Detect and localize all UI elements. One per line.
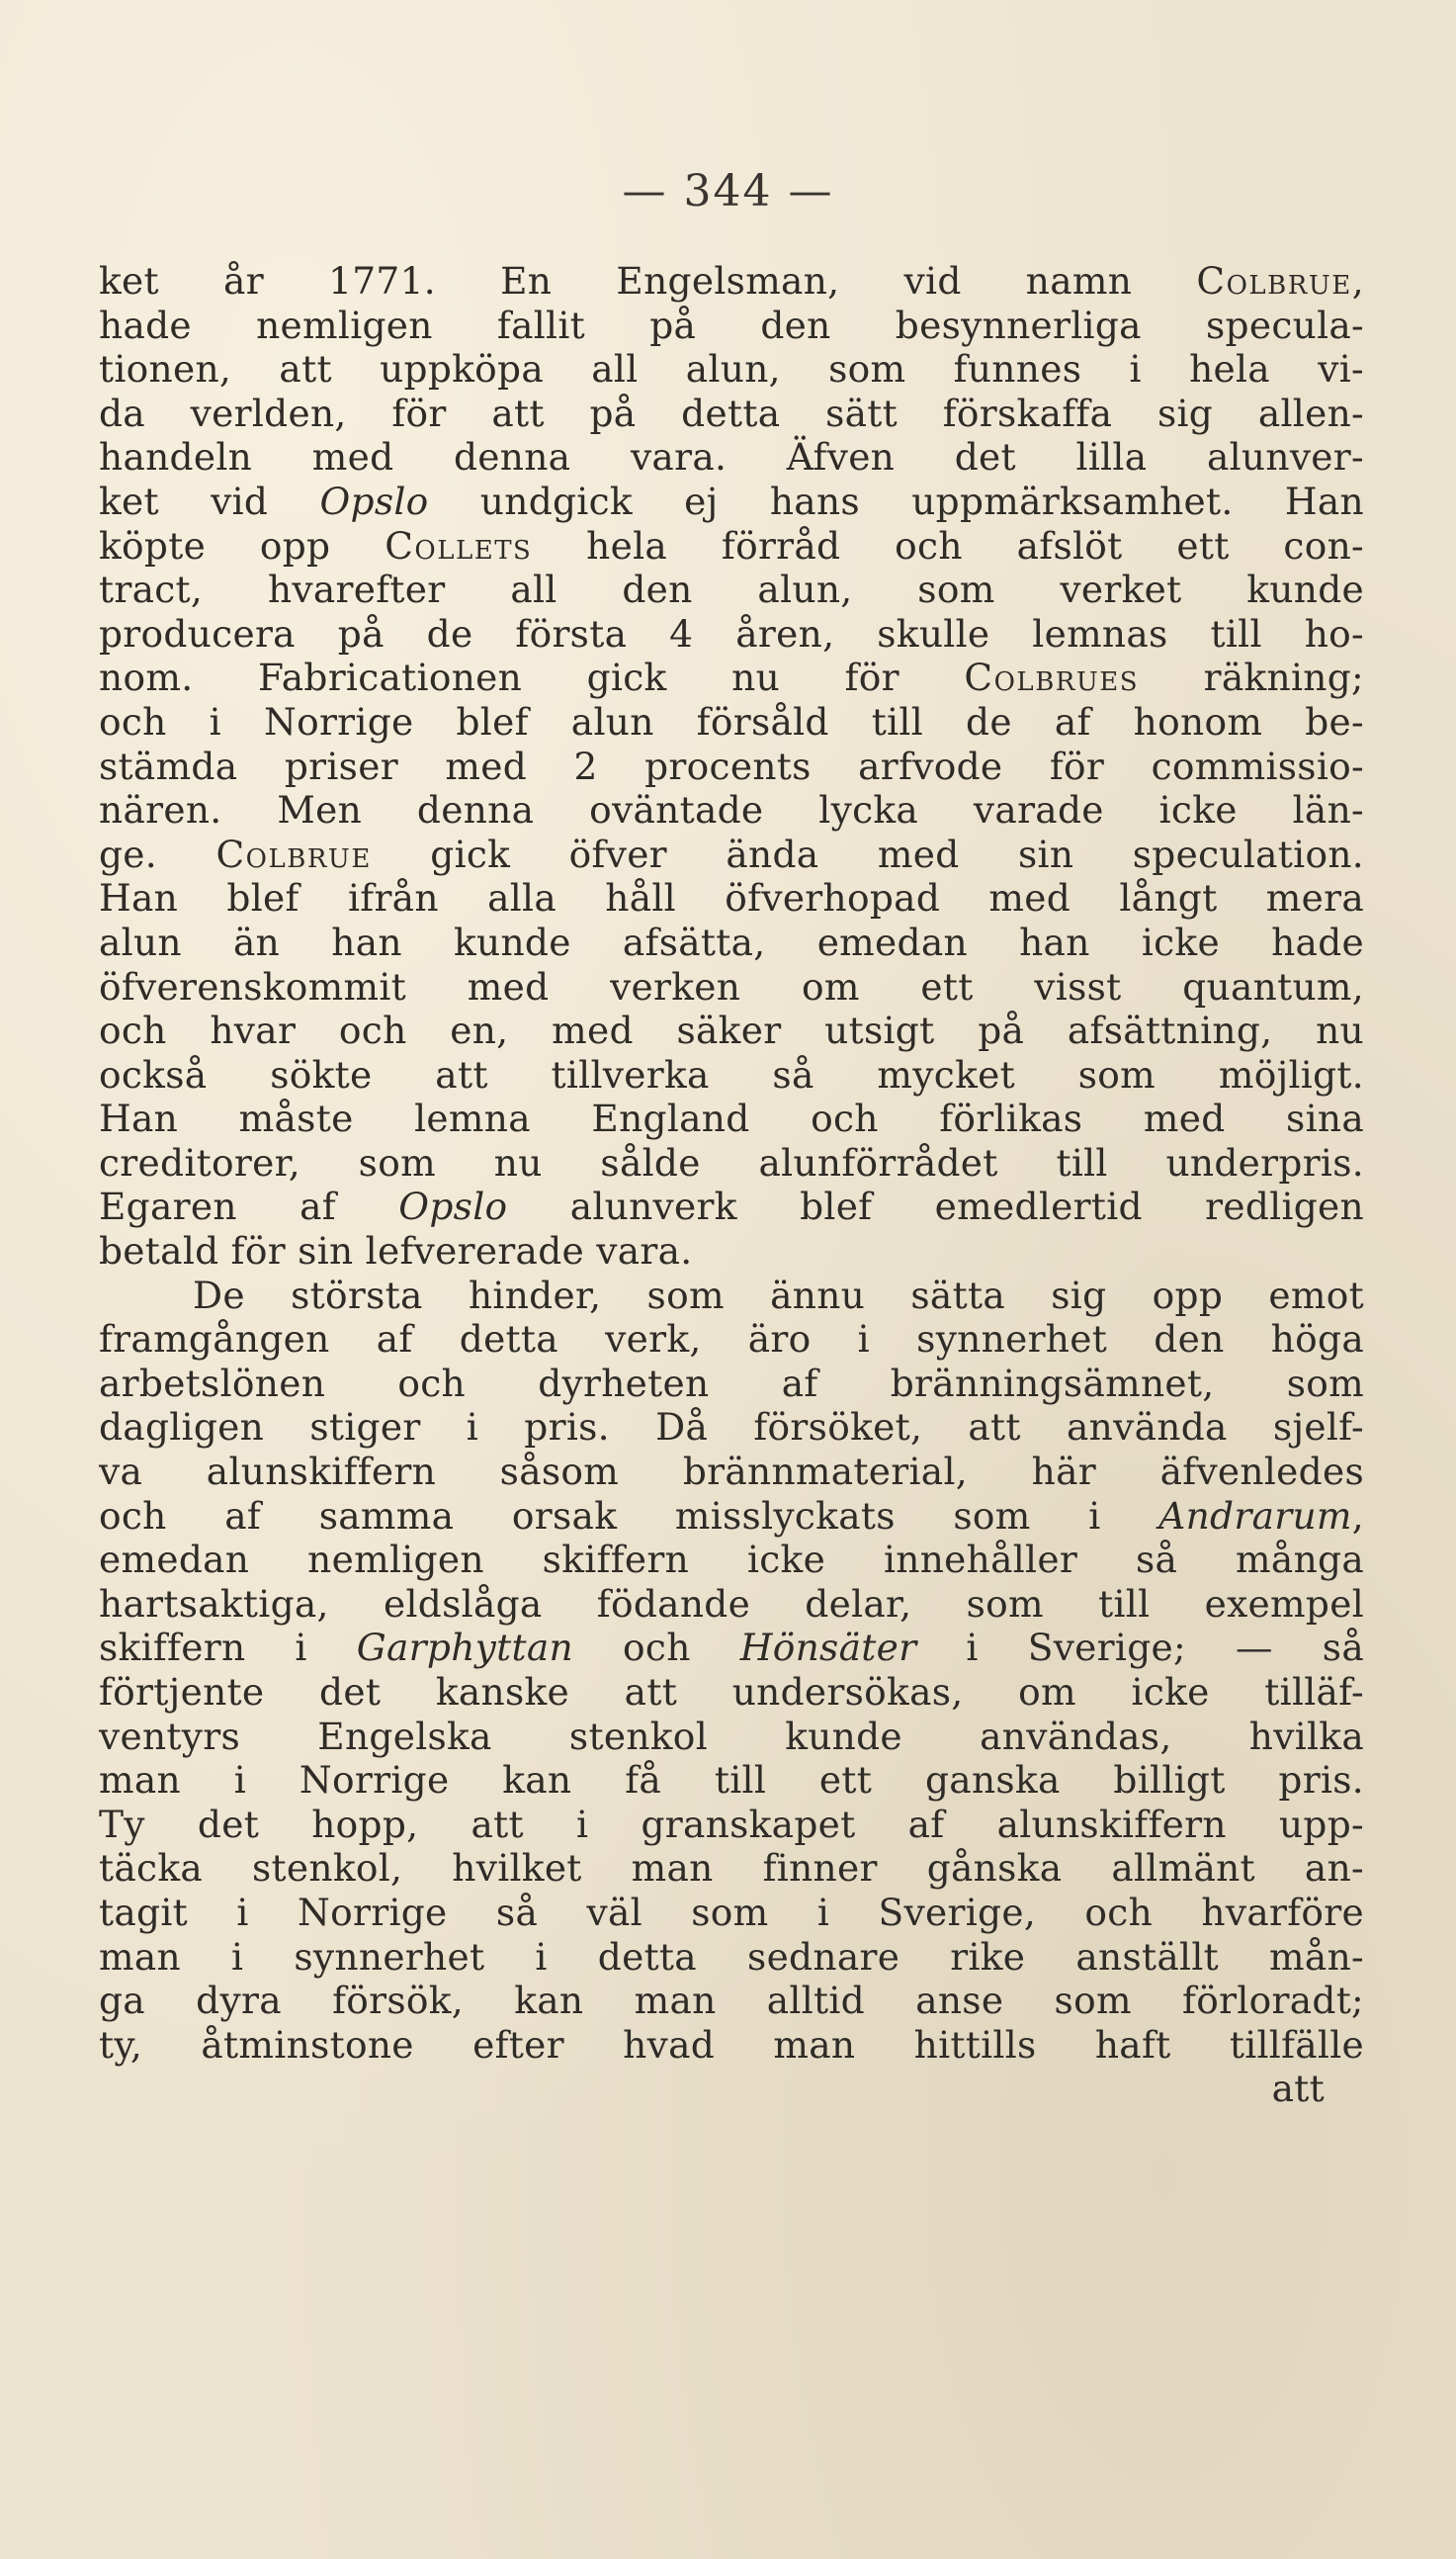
text-line [99,876,1364,921]
text-run: creditorer, som nu sålde alunförrådet till underpris. [99,1140,1364,1185]
body-text [99,259,1364,2111]
text-line [99,1803,1364,1847]
text-run: alun än han kunde afsätta, emedan han icke hade [99,920,1364,964]
text-run: Egaren af [99,1185,399,1229]
text-line [99,1626,1364,1670]
text-run: nom. Fabricationen gick nu för [99,656,965,700]
page-number: — 344 — [622,166,834,217]
text-line [99,1891,1364,1935]
text-line [99,480,1364,524]
text-run: tract, hvarefter all den alun, som verket kunde [99,568,1364,612]
text-run: ga dyra försök, kan man alltid anse som förloradt; [99,1979,1364,2023]
place-name: Hönsäter [739,1626,917,1670]
text-run: ket vid [99,479,320,523]
text-run: täcka stenkol, hvilket man finner gånska allmänt an- [99,1846,1364,1891]
text-line [99,1053,1364,1098]
text-run: stämda priser med 2 procents arfvode för commissio- [99,744,1364,788]
text-line [99,1979,1364,2023]
text-line [99,347,1364,392]
text-line [99,524,1364,569]
text-run: handeln med denna vara. Äfven det lilla alunver- [99,435,1364,480]
text-run: att [1271,2067,1325,2111]
text-line [99,304,1364,348]
text-line [99,1274,1364,1318]
text-line [99,1758,1364,1803]
text-line [99,1317,1364,1362]
text-run: undgick ej hans uppmärksamhet. Han [428,479,1364,523]
text-line [99,1494,1364,1539]
proper-name: Collets [385,523,533,568]
text-run: man i synnerhet i detta sednare rike anställt mån- [99,1934,1364,1979]
text-run: i Sverige; — så [916,1626,1365,1670]
text-run: arbetslönen och dyrheten af bränningsämnet, som [99,1361,1364,1405]
text-line [99,1935,1364,1980]
text-run: , [1351,1493,1364,1538]
text-line [99,259,1364,304]
text-run: skiffern i [99,1626,357,1670]
text-run: ket år 1771. En Engelsman, vid namn [99,259,1197,303]
text-line [99,1846,1364,1891]
text-run: öfverenskommit med verken om ett visst quantum, [99,964,1364,1009]
text-line [99,921,1364,965]
place-name: Garphyttan [356,1626,573,1670]
text-run: räkning; [1139,656,1364,700]
text-run: ty, åtminstone efter hvad man hittills haft tillfälle [99,2022,1364,2067]
text-line [99,1097,1364,1141]
text-run: , [1351,259,1364,303]
text-line [99,833,1364,877]
text-line [99,788,1364,833]
text-line [99,745,1364,789]
text-line [99,1582,1364,1627]
text-line [99,1715,1364,1759]
text-line [99,1141,1364,1186]
text-run: Han måste lemna England och förlikas med sina [99,1097,1364,1141]
place-name: Opslo [398,1185,508,1229]
text-run: också sökte att tillverka så mycket som möjligt. [99,1052,1364,1097]
text-run: da verlden, för att på detta sätt förskaffa sig allen- [99,391,1364,435]
text-line [99,1362,1364,1406]
text-run: framgången af detta verk, äro i synnerhet den höga [99,1317,1364,1362]
place-name: Andrarum [1158,1493,1352,1538]
proper-name: Colbrues [964,656,1140,700]
text-line [99,656,1364,700]
text-run: hartsaktiga, eldslåga födande delar, som till exempel [99,1581,1364,1626]
place-name: Opslo [319,479,429,523]
text-run: De största hinder, som ännu sätta sig opp emot [193,1273,1364,1317]
text-run: hela förråd och afslöt ett con- [532,523,1364,568]
text-run: Han blef ifrån alla håll öfverhopad med långt mera [99,876,1364,921]
text-run: dagligen stiger i pris. Då försöket, att använda sjelf- [99,1405,1364,1450]
text-line [99,392,1364,436]
text-line [99,1450,1364,1494]
catchword [99,2067,1364,2111]
text-line [99,1229,1364,1274]
text-run: och i Norrige blef alun försåld till de af honom be- [99,699,1364,744]
text-line [99,1009,1364,1053]
text-run: hade nemligen fallit på den besynnerliga specula- [99,303,1364,347]
text-run: och af samma orsak misslyckats som i [99,1493,1159,1538]
text-line [99,568,1364,612]
text-line [99,1538,1364,1582]
text-run: och hvar och en, med säker utsigt på afsättning, nu [99,1009,1364,1053]
text-run: tagit i Norrige så väl som i Sverige, och hvarföre [99,1890,1364,1934]
text-run: förtjente det kanske att undersökas, om icke tilläf- [99,1670,1364,1714]
text-run: betald för sin lefvererade vara. [99,1229,693,1274]
text-run: köpte opp [99,523,385,568]
proper-name: Colbrue [1196,259,1352,303]
text-line [99,2023,1364,2068]
text-line [99,1405,1364,1450]
text-line [99,1185,1364,1229]
text-run: nären. Men denna oväntade lycka varade icke län- [99,788,1364,833]
text-line [99,1670,1364,1715]
text-run: alunverk blef emedlertid redligen [507,1185,1364,1229]
text-run: gick öfver ända med sin speculation. [371,832,1364,876]
text-run: emedan nemligen skiffern icke innehåller så många [99,1538,1364,1582]
text-run: man i Norrige kan få till ett ganska billigt pris. [99,1758,1364,1803]
text-run: producera på de första 4 åren, skulle lemnas till ho- [99,611,1364,656]
text-run: tionen, att uppköpa all alun, som funnes i hela vi- [99,347,1364,392]
text-line [99,700,1364,745]
text-run: va alunskiffern såsom brännmaterial, här äfvenledes [99,1450,1364,1494]
text-run: ge. [99,832,216,876]
text-run: och [573,1626,740,1670]
text-line [99,965,1364,1010]
text-line [99,435,1364,480]
text-run: ventyrs Engelska stenkol kunde användas, hvilka [99,1714,1364,1758]
text-line [99,612,1364,657]
proper-name: Colbrue [215,832,372,876]
text-run: Ty det hopp, att i granskapet af alunskiffern upp- [99,1802,1364,1846]
